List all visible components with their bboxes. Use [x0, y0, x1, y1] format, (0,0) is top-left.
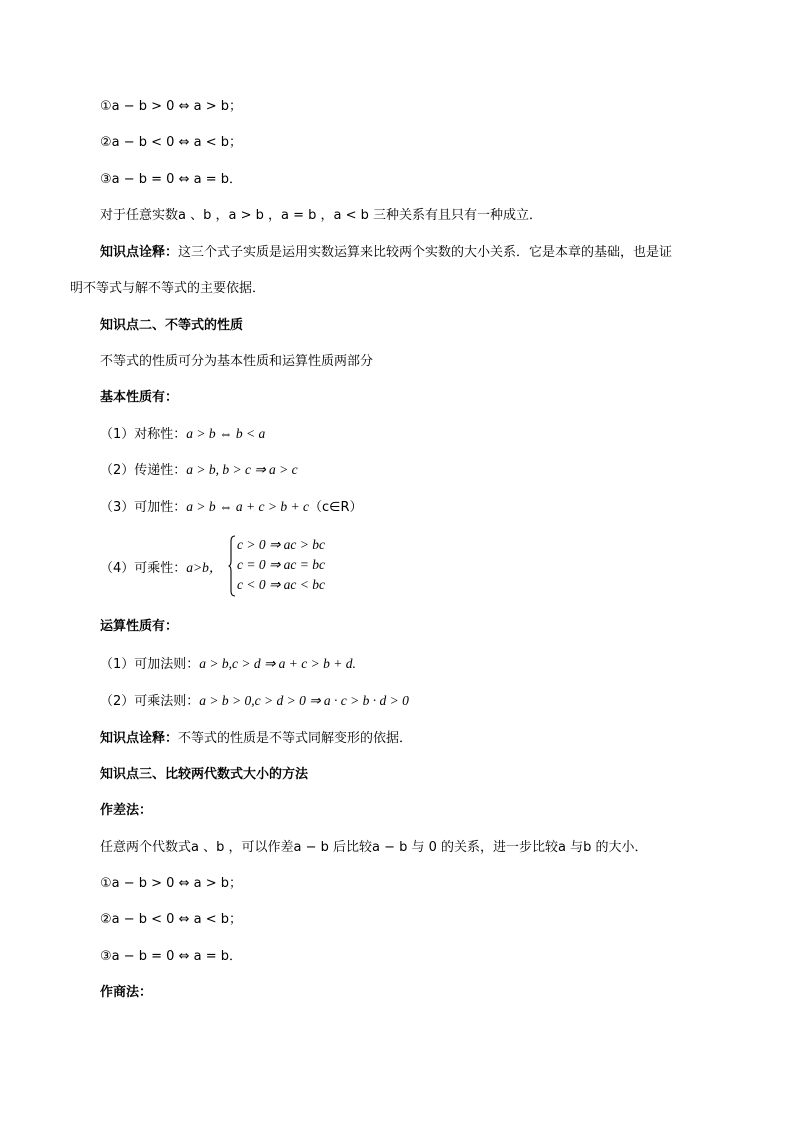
- property-symmetry: [100, 425, 265, 444]
- section-heading-3: 知识点三、比较两代数式大小的方法: [100, 767, 309, 782]
- difference-less: ②a − b < 0 ⇔ a < b；: [100, 912, 242, 927]
- property-condition: （c∈R）: [308, 500, 363, 515]
- case-negative: c < 0 ⇒ ac < bc: [237, 577, 326, 592]
- quotient-method-heading: 作商法：: [100, 985, 153, 1000]
- property-formula: a>b，: [186, 560, 223, 575]
- trichotomy-statement: 对于任意实数a 、b ，a > b ，a = b ，a < b 三种关系有且只有一种成立．: [100, 208, 543, 223]
- case-positive: c > 0 ⇒ ac > bc: [237, 537, 326, 552]
- note-text: 不等式的性质是不等式同解变形的依据．: [178, 731, 413, 746]
- property-formula: a > b ⇔ b < a: [186, 426, 266, 441]
- property-label: （2）传递性：: [100, 463, 187, 478]
- rule-formula: a > b > 0,c > d > 0 ⇒ a · c > b · d > 0: [199, 693, 409, 708]
- rule-addition: [100, 655, 356, 674]
- property-additivity: [100, 498, 362, 517]
- property-formula: a > b ⇔ a + c > b + c: [186, 499, 309, 514]
- property-label: （1）对称性：: [100, 427, 187, 442]
- difference-method-heading: 作差法：: [100, 803, 153, 818]
- operation-properties-heading: 运算性质有：: [100, 619, 179, 634]
- section-heading-2: 知识点二、不等式的性质: [100, 318, 244, 333]
- rule-formula: a > b,c > d ⇒ a + c > b + d.: [199, 656, 356, 671]
- note-label: 知识点诠释：: [100, 245, 179, 260]
- left-brace-icon: [228, 535, 236, 597]
- property-label: （4）可乘性：a>b，: [100, 560, 223, 576]
- basic-properties-heading: 基本性质有：: [100, 390, 179, 405]
- rule-multiplication: [100, 692, 409, 711]
- note-paragraph-1-continued: 明不等式与解不等式的主要依据．: [70, 281, 266, 296]
- definition-equal: ③a − b = 0 ⇔ a = b．: [100, 172, 242, 187]
- rule-label: （2）可乘法则：: [100, 694, 200, 709]
- property-label: （3）可加性：: [100, 500, 187, 515]
- case-zero: c = 0 ⇒ ac = bc: [237, 557, 326, 572]
- note-label: 知识点诠释：: [100, 731, 179, 746]
- difference-equal: ③a − b = 0 ⇔ a = b．: [100, 949, 242, 964]
- section-intro: 不等式的性质可分为基本性质和运算性质两部分: [100, 354, 374, 369]
- note-text: 这三个式子实质是运用实数运算来比较两个实数的大小关系．它是本章的基础，也是证: [178, 245, 673, 260]
- property-formula: a > b, b > c ⇒ a > c: [186, 462, 298, 477]
- difference-greater: ①a − b > 0 ⇔ a > b；: [100, 876, 242, 891]
- property-transitivity: [100, 461, 298, 480]
- note-paragraph-1: [100, 244, 672, 262]
- rule-label: （1）可加法则：: [100, 657, 200, 672]
- difference-method-text: 任意两个代数式a 、b ，可以作差a − b 后比较a − b 与 0 的关系，进一步比较a 与b 的大小．: [100, 840, 648, 855]
- definition-greater: ①a − b > 0 ⇔ a > b；: [100, 99, 242, 114]
- note-paragraph-2: [100, 730, 412, 748]
- definition-less: ②a − b < 0 ⇔ a < b；: [100, 135, 242, 150]
